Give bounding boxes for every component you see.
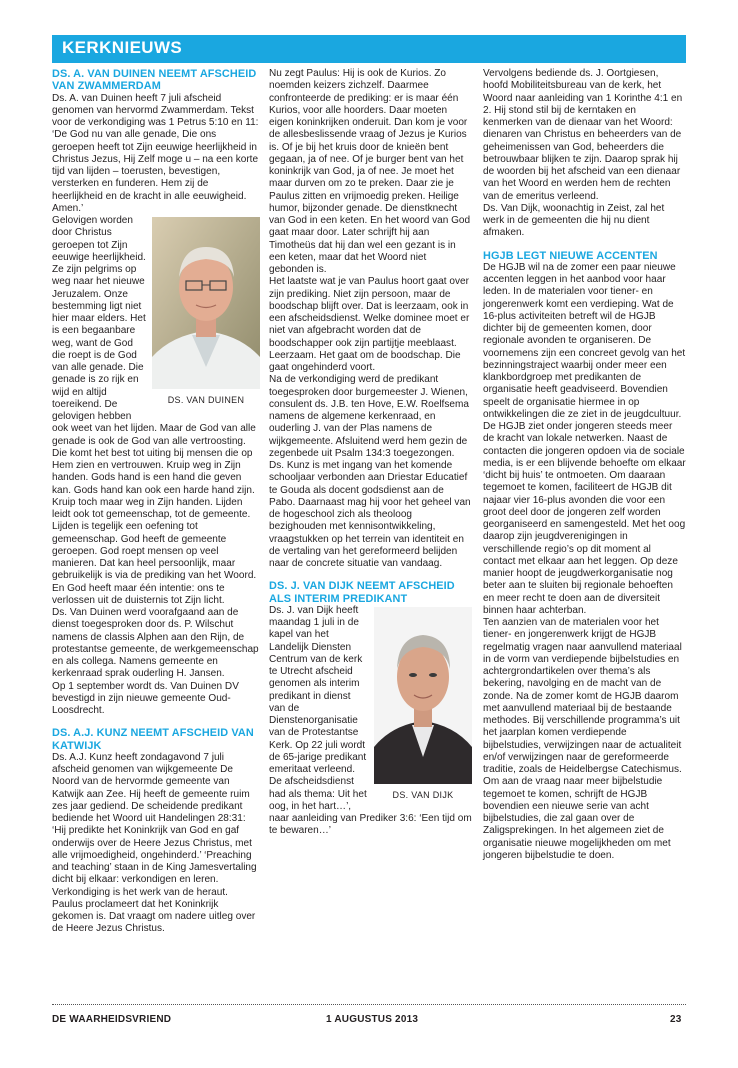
article-paragraph: Het laatste wat je van Paulus hoort gaat over zijn prediking. Niet zijn persoon, maar de boodschap blijft over. Dat is leerzaam, ook in een afscheidsdienst. Welke dominee moet er niet van afgebracht worden dat de boodschapper ook zijn partijtje meeblaast. Leerzaam. Het gaat om de boodschap. Die gaat ongehinderd voort. — [269, 276, 470, 373]
photo-van-dijk — [374, 607, 472, 807]
photo-van-duinen — [152, 217, 260, 412]
column-1 — [52, 68, 260, 936]
article-paragraph: Na de verkondiging werd de predikant toegesproken door burgemeester J. Wienen, consulent ds. J.B. ten Hove, E.W. Roelfsema namens de algemene kerkenraad, en ouderling J. van der Plas namens de wijkgemeente. Afsluitend werd hem gezin de zegenbede uit Psalm 134:3 toegezongen. — [269, 374, 469, 459]
column-3 — [483, 68, 686, 862]
article-paragraph: Op 1 september wordt ds. Van Duinen DV bevestigd in zijn nieuwe gemeente Oud-Loosdrecht. — [52, 680, 239, 717]
footer-date: 1 AUGUSTUS 2013 — [326, 1014, 419, 1025]
article-paragraph: Ds. A.J. Kunz heeft zondagavond 7 juli afscheid genomen van wijkgemeente De Noord van de hervormde gemeente van Katwijk aan Zee. Hij heeft de gemeente ruim zes jaar gediend. De scheidende predikant bediende het Woord uit Handelingen 28:31: ‘Hij predikte het Koninkrijk van God en gaf onderwijs over de Heere Jezus Christus, met alle vrijmoedigheid, ongehinderd.’ ‘Preaching and teaching’ staan in de King Jamesvertaling dicht bij elkaar: verkondigen en leren. Verkondiging is het werk van de heraut. Paulus proclameert dat het Koninkrijk gekomen is. Dat vraagt om nadere uitleg over de Heere Jezus Christus. — [52, 751, 257, 935]
portrait-image — [152, 217, 260, 389]
article-heading-hgjb: HGJB LEGT NIEUWE ACCENTEN — [483, 249, 658, 262]
article-paragraph: Gelovigen worden door Christus geroepen tot Zijn eeuwige heerlijkheid. Ze zijn pelgrims op weg naar het nieuwe Jeruzalem. Onze bestemming ligt niet hier maar elders. Het is een begaanbare weg, want de God die roept is de God van alle genade. Die genade is zo rijk en wijd en altijd toereikend. De gelovigen hebben ook weet van het lijden. Maar de God van alle genade is ook de God van alle vertroosting. Die komt het best tot uiting bij mensen die op Hem zien en vertrouwen. Kruip weg in Zijn handen. Gods hand is een hand die geven kan. Gods hand kan ook een harde hand zijn. Kruip toch maar weg in Zijn handen. Lijden leidt ook tot gemeenschap, tot de gemeente. Lijden is tegelijk een oefening tot gemeenschap. God heeft de gemeente geroepen. God roept mensen op veel manieren. Dat kan heel persoonlijk, maar gebruikelijk is via de prediking van het Woord. En God heeft maar één intentie: ons te verlossen uit de duisternis tot Zijn licht. — [52, 215, 257, 606]
photo-caption: DS. VAN DIJK — [392, 789, 454, 800]
article-paragraph: Ds. J. van Dijk heeft maandag 1 juli in de kapel van het Landelijk Diensten Centrum van de kerk te Utrecht afscheid genomen als interim predikant in dienst van de Dienstenorganisatie van de Protestantse Kerk. Op 22 juli wordt de 65-jarige predikant emeritaat verleend. De afscheidsdienst had als thema: Uit het oog, in het hart…’, naar aanleiding van Prediker 3:6: ‘Een tijd om te bewaren…’ — [269, 604, 472, 837]
article-paragraph: Nu zegt Paulus: Hij is ook de Kurios. Zo noemden keizers zichzelf. Daarmee confronteerde de prediking: er is maar één Kurios, voor alle hoorders. Daar moeten eigen koninkrijken onderuit. Dan kom je voor de allesbeslissende vraag of Jezus je Kurios is. Of je bij het kruis door de knieën bent gegaan, ja of nee. Of je burger bent van het koninkrijk van God, ja of nee. Je moet het maar durven om zo te preken. Daar zie je Paulus zitten en vrijmoedig preken. Heilige humor, bijzonder genade. De dienstknecht van God in een keten. En het woord van God gaat maar door. Later schrijft hij aan Timotheüs dat hij dan wel een gezant is in een keten, maar dat het Woord niet gebonden is. — [269, 68, 471, 275]
article-paragraph: Ds. A. van Duinen heeft 7 juli afscheid genomen van hervormd Zwammerdam. Tekst voor de verkondiging was 1 Petrus 5:10 en 11: ‘De God nu van alle genade, Die ons geroepen heeft tot Zijn eeuwige heerlijkheid in Christus Jezus, Hij Zelf moge u – na een korte tijd van lijden – toerusten, bevestigen, versterken en funderen. Hem zij de heerlijkheid en de kracht in alle eeuwigheid. Amen.’ — [52, 92, 259, 214]
article-paragraph: Ds. Van Duinen werd voorafgaand aan de dienst toegesproken door ds. P. Wilschut namens de classis Alphen aan den Rijn, de protestantse gemeente, de werkgemeenschap en als collega. Namens gemeente en kerkenraad sprak ouderling H. Jansen. — [52, 607, 259, 680]
photo-caption: DS. VAN DUINEN — [167, 395, 245, 406]
column-2 — [269, 68, 472, 838]
footer-publication: DE WAARHEIDSVRIEND — [52, 1014, 172, 1025]
article-paragraph: Vervolgens bediende ds. J. Oortgiesen, hoofd Mobiliteitsbureau van de kerk, het Woord naar aanleiding van 1 Korinthe 4:1 en 2. Hij stond stil bij de kerntaken en kenmerken van de dienaar van het Woord: dienaren van Christus en beheerders van de geheimenissen van God, beheerders die betrouwbaar blijken te zijn. Daarop sprak hij de woorden bij het afscheid van een dienaar van het Woord en werden hem de rechten van de emeritus verleend. — [483, 68, 683, 202]
section-title: KERKNIEUWS — [62, 38, 183, 57]
article-paragraph: Ten aanzien van de materialen voor het tiener- en jongerenwerk krijgt de HGJB regelmatig vragen naar aanvullend materiaal in de vorm van verdiepende bijbelstudies en achtergrondartikelen over thema’s als bekering, navolging en de macht van de zonde. Na de zomer komt de HGJB daarom met aanvullend materiaal bij de bestaande methodes. Bij verschillende programma’s uit het jaarplan komen verdiepende bijbelstudies, verwijzingen naar de actualiteit en/of verwijzingen naar de gereformeerde traditie, zoals de Heidelbergse Catechismus. Om aan de vraag naar meer bijbelstudie tegemoet te komen, schrijft de HGJB bovendien een nieuwe serie van acht bijbelstudies, die zal gaan over de Zaligsprekingen. In het algemeen ziet de organisatie nieuwe mogelijkheden om met jongeren bijbelstudie te doen. — [483, 617, 682, 861]
footer-divider — [52, 1004, 686, 1005]
article-heading-van-dijk: DS. J. VAN DIJK NEEMT AFSCHEID ALS INTERIM PREDIKANT — [269, 580, 455, 605]
page-number: 23 — [670, 1014, 682, 1025]
article-paragraph: Ds. Van Dijk, woonachtig in Zeist, zal het werk in de gemeenten die hij nu dient afmaken. — [483, 202, 665, 239]
portrait-image — [374, 607, 472, 784]
article-heading-van-duinen: DS. A. VAN DUINEN NEEMT AFSCHEID VAN ZWAMMERDAM — [52, 68, 257, 93]
article-heading-kunz: DS. A.J. KUNZ NEEMT AFSCHEID VAN KATWIJK — [52, 727, 254, 752]
section-banner — [52, 35, 686, 63]
article-paragraph: De HGJB wil na de zomer een paar nieuwe accenten leggen in het aanbod voor haar leden. In de materialen voor tiener- en jongerenwerk komt een verdieping. Wat de 16-plus activiteiten betreft wil de HGJB dichter bij de gemeenten komen, door regionale avonden te organiseren. De voornemens zijn een concreet gevolg van het bezinningstraject waarbij onder meer een klankbordgroep met predikanten de organisatie heeft geadviseerd. Bovendien speelt de organisatie hiermee in op ontwikkelingen die ze ziet in de jeugdcultuur. De HGJB ziet onder jongeren steeds meer de kracht van lokale netwerken. Naast de contacten die jongeren opdoen via de sociale media, is er een blijvende behoefte om elkaar ‘dicht bij huis’ te ontmoeten. Om daaraan tegemoet te komen, faciliteert de HGJB dit najaar vier 16-plus avonden die voor een groot deel door de jongeren zelf worden georganiseerd en samengesteld. Met het oog daarop zijn jeugdverenigingen in verschillende regio’s op dit moment al contact met elkaar aan het leggen. Op deze manier hoopt de jeugdwerkorganisatie nog beter aan te sluiten bij regionale behoeften en meer recht te doen aan de diversiteit binnen haar achterban. — [483, 261, 686, 616]
article-paragraph: Ds. Kunz is met ingang van het komende schooljaar verbonden aan Driestar Educatief te Gouda als docent godsdienst aan de Pabo. Daarnaast mag hij voor het geheel van de hogeschool zich als theoloog bezighouden met kennisontwikkeling, vraagstukken op het terrein van identiteit en de vertaling van het gereformeerd belijden naar de concrete situatie van vandaag. — [269, 460, 471, 569]
